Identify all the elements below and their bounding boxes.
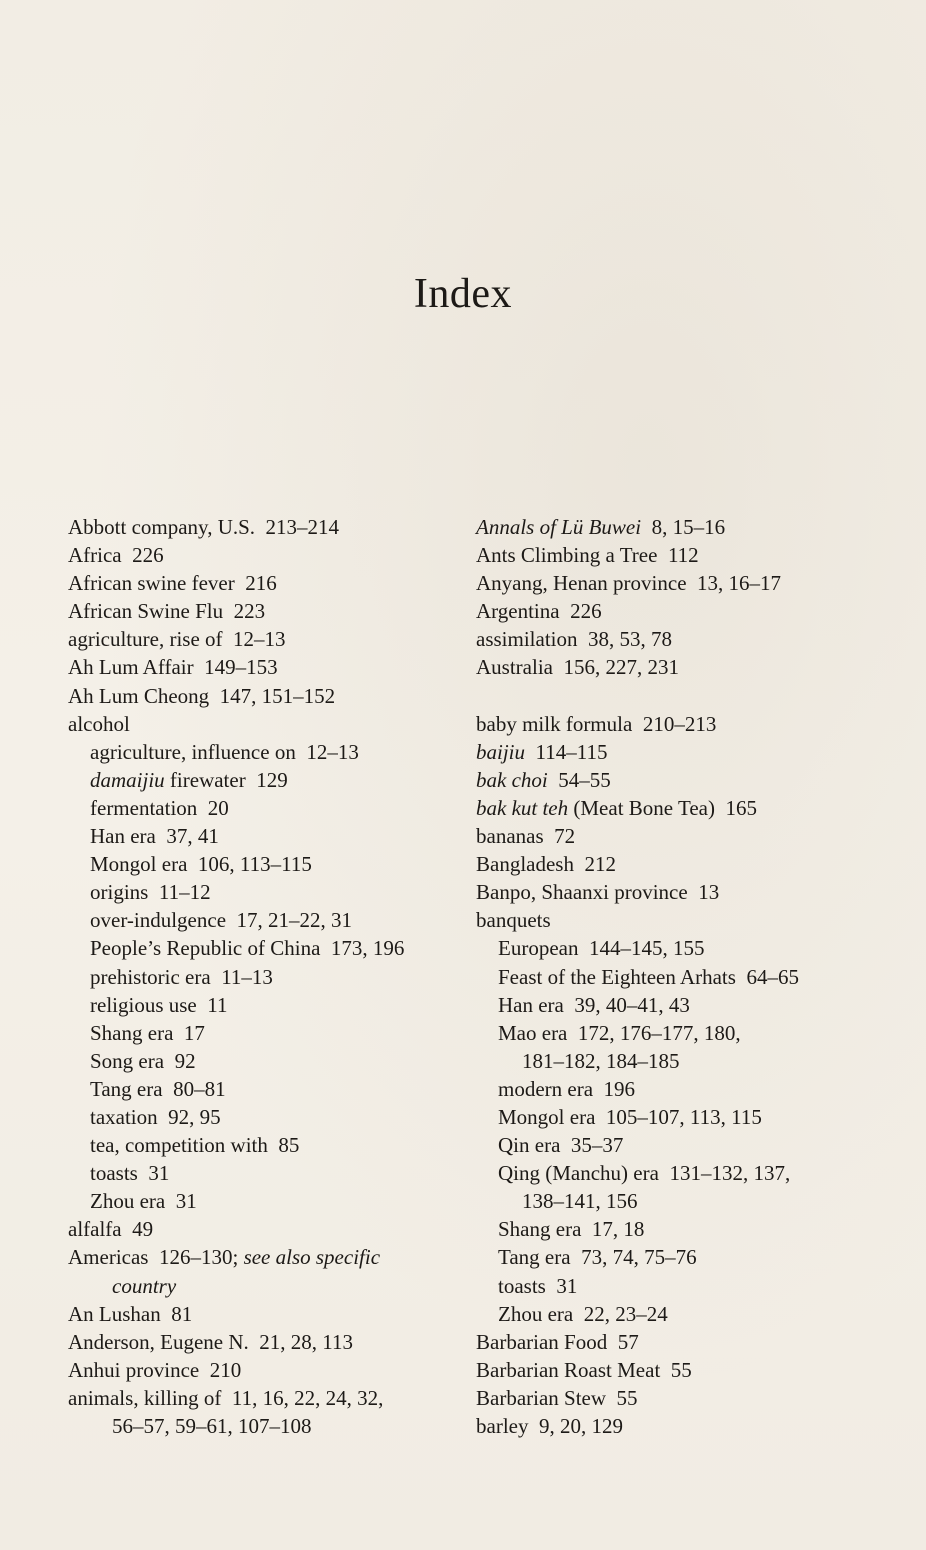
index-term: Mao era bbox=[498, 1020, 568, 1045]
page-numbers: 85 bbox=[278, 1133, 300, 1158]
page-numbers: 56–57, 59–61, 107–108 bbox=[112, 1414, 312, 1438]
index-term: Barbarian Stew bbox=[476, 1385, 607, 1410]
index-term: assimilation bbox=[476, 627, 578, 652]
index-entry bbox=[476, 738, 916, 766]
page-numbers: 17, 21–22, 31 bbox=[236, 908, 353, 933]
page-numbers: 181–182, 184–185 bbox=[522, 1048, 680, 1073]
see-also-reference: country bbox=[112, 1273, 177, 1298]
index-term: agriculture, influence on bbox=[90, 739, 296, 764]
index-term: Anhui province bbox=[68, 1357, 200, 1382]
index-entry bbox=[68, 1384, 458, 1412]
index-entry bbox=[68, 1215, 458, 1243]
index-term: Tang era bbox=[90, 1076, 163, 1101]
index-term: Africa bbox=[68, 543, 122, 568]
index-entry bbox=[68, 1412, 458, 1440]
index-entry bbox=[476, 1356, 916, 1384]
index-entry bbox=[68, 1328, 458, 1356]
page-numbers: 11–13 bbox=[221, 964, 273, 989]
index-entry bbox=[68, 653, 458, 681]
index-term: baby milk formula bbox=[476, 711, 633, 736]
index-term: Qin era bbox=[498, 1133, 561, 1158]
index-entry bbox=[68, 710, 458, 738]
page-numbers: 39, 40–41, 43 bbox=[574, 992, 690, 1017]
page-numbers: 114–115 bbox=[535, 739, 608, 764]
index-entry bbox=[68, 1075, 458, 1103]
index-entry bbox=[68, 963, 458, 991]
page-numbers: 81 bbox=[171, 1301, 193, 1326]
index-term: Song era bbox=[90, 1048, 165, 1073]
page-numbers: 92, 95 bbox=[168, 1104, 221, 1129]
page-numbers: 112 bbox=[667, 543, 699, 568]
index-term: Banpo, Shaanxi province bbox=[476, 880, 688, 905]
page-numbers: 11, 16, 22, 24, 32, bbox=[231, 1385, 384, 1410]
index-term: African Swine Flu bbox=[68, 599, 224, 624]
index-entry bbox=[476, 963, 916, 991]
index-term: Anyang, Henan province bbox=[476, 571, 687, 596]
index-entry bbox=[68, 991, 458, 1019]
index-entry bbox=[68, 1047, 458, 1075]
index-entry bbox=[476, 1187, 916, 1215]
index-entry bbox=[476, 822, 916, 850]
index-term: tea, competition with bbox=[90, 1133, 268, 1158]
page-numbers: 12–13 bbox=[306, 739, 359, 764]
index-entry bbox=[68, 794, 458, 822]
page-numbers: 20 bbox=[207, 795, 229, 820]
index-entry bbox=[476, 1047, 916, 1075]
index-term-suffix: firewater bbox=[164, 767, 246, 792]
index-entry bbox=[68, 569, 458, 597]
index-entry bbox=[476, 1412, 916, 1440]
index-term: taxation bbox=[90, 1104, 158, 1129]
page-numbers: 165 bbox=[725, 795, 757, 820]
page-numbers: 55 bbox=[670, 1357, 692, 1382]
index-entry bbox=[476, 1272, 916, 1300]
index-term: barley bbox=[476, 1414, 529, 1438]
index-term: religious use bbox=[90, 992, 197, 1017]
index-entry bbox=[476, 878, 916, 906]
index-entry bbox=[68, 822, 458, 850]
index-entry bbox=[476, 1019, 916, 1047]
index-entry bbox=[476, 569, 916, 597]
index-entry bbox=[476, 625, 916, 653]
index-term: Australia bbox=[476, 655, 553, 680]
page-numbers: 11 bbox=[207, 992, 228, 1017]
index-term: Anderson, Eugene N. bbox=[68, 1329, 249, 1354]
index-term: Barbarian Roast Meat bbox=[476, 1357, 661, 1382]
page-numbers: 210 bbox=[209, 1357, 242, 1382]
section-gap bbox=[476, 682, 916, 710]
index-term: Ants Climbing a Tree bbox=[476, 543, 658, 568]
page-numbers: 38, 53, 78 bbox=[588, 627, 672, 652]
index-entry bbox=[68, 1272, 458, 1300]
page-numbers: 12–13 bbox=[233, 627, 286, 652]
page-numbers: 92 bbox=[174, 1048, 196, 1073]
page-numbers: 31 bbox=[175, 1189, 197, 1214]
index-term: bak kut teh bbox=[476, 795, 569, 820]
index-term-suffix: (Meat Bone Tea) bbox=[568, 795, 715, 820]
index-term: Zhou era bbox=[90, 1189, 166, 1214]
index-term: baijiu bbox=[476, 739, 526, 764]
index-entry bbox=[68, 878, 458, 906]
index-term: agriculture, rise of bbox=[68, 627, 223, 652]
index-entry bbox=[476, 1243, 916, 1271]
index-term: Argentina bbox=[476, 599, 560, 624]
index-entry bbox=[68, 1159, 458, 1187]
index-term: Mongol era bbox=[498, 1104, 596, 1129]
index-entry bbox=[68, 738, 458, 766]
page-numbers: 226 bbox=[132, 543, 164, 568]
page-numbers: 17, 18 bbox=[591, 1217, 645, 1242]
index-term: alfalfa bbox=[68, 1217, 122, 1242]
page-numbers: 37, 41 bbox=[166, 824, 219, 849]
page-numbers: 55 bbox=[616, 1385, 638, 1410]
page-numbers: 17 bbox=[183, 1020, 205, 1045]
index-term: Qing (Manchu) era bbox=[498, 1161, 659, 1186]
index-entry bbox=[68, 513, 458, 541]
page-numbers: 226 bbox=[570, 599, 602, 624]
index-entry bbox=[476, 541, 916, 569]
index-term: Tang era bbox=[498, 1245, 571, 1270]
index-term: People’s Republic of China bbox=[90, 936, 321, 961]
page-title: Index bbox=[413, 271, 513, 317]
page-numbers: 138–141, 156 bbox=[522, 1189, 638, 1214]
index-entry bbox=[68, 1356, 458, 1384]
index-term: over-indulgence bbox=[90, 908, 227, 933]
see-also-reference: see also specific bbox=[243, 1245, 381, 1270]
page-numbers: 210–213 bbox=[642, 711, 717, 736]
index-term: Bangladesh bbox=[476, 852, 574, 877]
index-term: Shang era bbox=[90, 1020, 174, 1045]
page-numbers: 126–130; bbox=[158, 1245, 239, 1270]
index-term: An Lushan bbox=[68, 1301, 161, 1326]
index-entry bbox=[476, 710, 916, 738]
page-numbers: 80–81 bbox=[173, 1076, 226, 1101]
index-entry bbox=[68, 1300, 458, 1328]
page-numbers: 129 bbox=[256, 767, 288, 792]
page-numbers: 57 bbox=[617, 1329, 639, 1354]
index-entry bbox=[476, 1075, 916, 1103]
index-term: animals, killing of bbox=[68, 1385, 222, 1410]
index-term: Feast of the Eighteen Arhats bbox=[498, 964, 736, 989]
index-entry bbox=[68, 625, 458, 653]
page-numbers: 173, 196 bbox=[330, 936, 405, 961]
index-term: African swine fever bbox=[68, 571, 235, 596]
index-entry bbox=[476, 850, 916, 878]
page-numbers: 9, 20, 129 bbox=[538, 1414, 623, 1438]
page-numbers: 54–55 bbox=[558, 767, 611, 792]
page-numbers: 73, 74, 75–76 bbox=[581, 1245, 697, 1270]
index-term: Annals of Lü Buwei bbox=[476, 515, 642, 539]
index-term: Han era bbox=[498, 992, 564, 1017]
index-term: Abbott company, U.S. bbox=[68, 515, 256, 539]
page-numbers: 49 bbox=[132, 1217, 154, 1242]
page-numbers: 223 bbox=[233, 599, 266, 624]
page-numbers: 31 bbox=[148, 1161, 170, 1186]
index-entry bbox=[476, 1384, 916, 1412]
index-term: Ah Lum Cheong bbox=[68, 683, 210, 708]
index-entry bbox=[68, 1243, 458, 1271]
index-entry bbox=[476, 597, 916, 625]
index-entry bbox=[476, 1159, 916, 1187]
page-numbers: 64–65 bbox=[746, 964, 799, 989]
index-entry bbox=[476, 991, 916, 1019]
page-numbers: 213–214 bbox=[265, 515, 340, 539]
index-entry bbox=[68, 541, 458, 569]
index-term: prehistoric era bbox=[90, 964, 211, 989]
page-numbers: 13, 16–17 bbox=[697, 571, 782, 596]
index-entry bbox=[476, 906, 916, 934]
index-entry bbox=[68, 1187, 458, 1215]
index-term: European bbox=[498, 936, 579, 961]
index-term: fermentation bbox=[90, 795, 198, 820]
page-numbers: 105–107, 113, 115 bbox=[605, 1104, 762, 1129]
index-entry bbox=[476, 653, 916, 681]
index-entry bbox=[68, 1019, 458, 1047]
page-numbers: 216 bbox=[245, 571, 277, 596]
index-term: bananas bbox=[476, 824, 544, 849]
page-numbers: 31 bbox=[556, 1273, 578, 1298]
index-entry bbox=[476, 513, 916, 541]
page-numbers: 35–37 bbox=[570, 1133, 624, 1158]
index-entry bbox=[68, 934, 458, 962]
page-numbers: 196 bbox=[603, 1076, 636, 1101]
index-entry bbox=[476, 934, 916, 962]
page-numbers: 22, 23–24 bbox=[583, 1301, 668, 1326]
index-entry bbox=[68, 1103, 458, 1131]
index-entry bbox=[476, 1131, 916, 1159]
index-entry bbox=[476, 1215, 916, 1243]
index-term: Ah Lum Affair bbox=[68, 655, 194, 680]
index-term: bak choi bbox=[476, 767, 548, 792]
index-entry bbox=[68, 766, 458, 794]
index-entry bbox=[476, 1328, 916, 1356]
page-numbers: 147, 151–152 bbox=[219, 683, 336, 708]
page-numbers: 144–145, 155 bbox=[588, 936, 705, 961]
page-numbers: 212 bbox=[584, 852, 616, 877]
index-term: banquets bbox=[476, 908, 551, 933]
page-numbers: 8, 15–16 bbox=[651, 515, 726, 539]
page-numbers: 131–132, 137, bbox=[669, 1161, 791, 1186]
page-numbers: 13 bbox=[698, 880, 720, 905]
index-entry bbox=[68, 597, 458, 625]
index-term: modern era bbox=[498, 1076, 594, 1101]
index-column-right bbox=[476, 513, 916, 1440]
index-term: damaijiu bbox=[90, 767, 165, 792]
index-entry bbox=[68, 682, 458, 710]
index-term: Han era bbox=[90, 824, 156, 849]
page-numbers: 172, 176–177, 180, bbox=[577, 1020, 741, 1045]
index-entry bbox=[68, 850, 458, 878]
page-numbers: 11–12 bbox=[158, 880, 211, 905]
index-entry bbox=[476, 1103, 916, 1131]
page-numbers: 21, 28, 113 bbox=[259, 1329, 354, 1354]
index-term: Shang era bbox=[498, 1217, 582, 1242]
index-column-left bbox=[68, 513, 458, 1440]
index-term: alcohol bbox=[68, 711, 130, 736]
index-entry bbox=[68, 906, 458, 934]
index-term: origins bbox=[90, 880, 149, 905]
index-entry bbox=[476, 794, 916, 822]
index-entry bbox=[68, 1131, 458, 1159]
index-term: toasts bbox=[498, 1273, 546, 1298]
page-numbers: 149–153 bbox=[204, 655, 278, 680]
index-term: Zhou era bbox=[498, 1301, 574, 1326]
index-term: Americas bbox=[68, 1245, 149, 1270]
index-entry bbox=[476, 766, 916, 794]
page-numbers: 106, 113–115 bbox=[197, 852, 312, 877]
index-term: toasts bbox=[90, 1161, 138, 1186]
index-term: Barbarian Food bbox=[476, 1329, 608, 1354]
index-term: Mongol era bbox=[90, 852, 188, 877]
index-entry bbox=[476, 1300, 916, 1328]
page-numbers: 72 bbox=[554, 824, 576, 849]
page-numbers: 156, 227, 231 bbox=[563, 655, 679, 680]
